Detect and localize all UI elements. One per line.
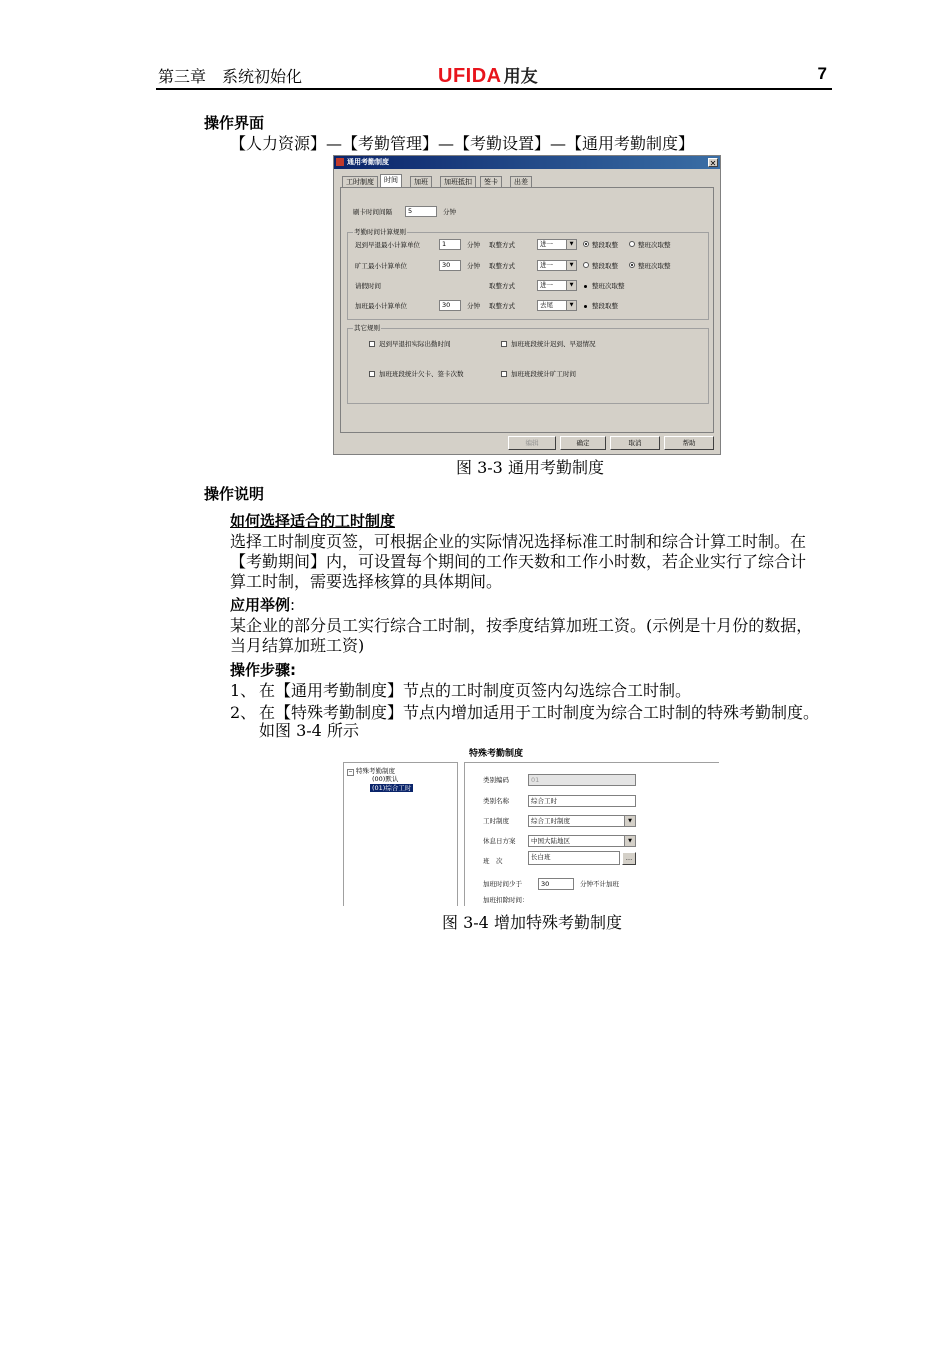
late-opt2-radio[interactable] (629, 241, 635, 247)
ufida-logo (438, 62, 538, 88)
leave-round-value: 进一 (540, 281, 553, 289)
step1-text: 在【通用考勤制度】节点的工时制度页签内勾选综合工时制。 (259, 681, 692, 700)
other-rules-title: 其它规则 (354, 324, 380, 332)
chevron-down-icon: ▼ (566, 281, 576, 290)
dialog-titlebar (334, 156, 720, 169)
para1-line2: 【考勤期间】内，可设置每个期间的工作天数和工作小时数，若企业实行了综合计 (230, 552, 807, 571)
absent-opt2-radio[interactable] (629, 262, 635, 268)
ot-round-select[interactable] (537, 300, 577, 311)
ot-threshold-input[interactable]: 30 (538, 878, 574, 890)
tree-root-label: 特殊考勤制度 (356, 767, 395, 775)
check-late-deduct-label: 迟到早退扣实际出勤时间 (379, 340, 451, 348)
late-opt2-label: 整班次取整 (638, 241, 671, 249)
leave-opt1-bullet (584, 285, 587, 288)
help-button[interactable]: 帮助 (664, 436, 714, 450)
para1-line1: 选择工时制度页签，可根据企业的实际情况选择标准工时制和综合计算工时制。在 (230, 532, 807, 551)
tab-business-trip[interactable]: 出差 (510, 176, 532, 188)
absent-opt2-label: 整班次取整 (638, 262, 671, 270)
absent-round-value: 进一 (540, 261, 553, 269)
page-number: 7 (817, 64, 827, 83)
step1-number: 1、 (230, 681, 257, 700)
ot-deduct-label: 加班扣除时间： (483, 896, 529, 904)
leave-opt1-label: 整班次取整 (592, 282, 625, 290)
ok-button[interactable]: 确定 (560, 436, 606, 450)
example-line2: 当月结算加班工资) (230, 636, 365, 655)
tab-worktime[interactable]: 工时制度 (342, 176, 378, 188)
ot-unit-input[interactable]: 30 (439, 300, 461, 311)
calc-rules-title: 考勤时间计算规则 (354, 228, 406, 236)
shift-label: 班 次 (483, 857, 503, 865)
close-icon[interactable]: ✕ (709, 159, 717, 168)
figure-caption-3-4: 图 3-4 增加特殊考勤制度 (442, 913, 622, 932)
name-label: 类别名称 (483, 797, 509, 805)
check-ot-card-label: 加班班段统计欠卡、签卡次数 (379, 370, 464, 378)
ot-opt1-label: 整段取整 (592, 302, 618, 310)
rest-label: 休息日方案 (483, 837, 516, 845)
chevron-down-icon: ▼ (624, 836, 635, 846)
absent-unit-input[interactable]: 30 (439, 260, 461, 271)
leave-round-label: 取整方式 (489, 282, 515, 290)
card-interval-unit: 分钟 (443, 208, 456, 216)
logo-cn: 用友 (503, 67, 538, 87)
absent-unit-unit: 分钟 (467, 262, 480, 270)
chevron-down-icon: ▼ (624, 816, 635, 826)
ot-round-value: 去尾 (540, 301, 553, 309)
name-input[interactable]: 综合工时 (528, 795, 636, 807)
category-tree (343, 762, 458, 906)
rest-value: 中国大陆地区 (531, 837, 570, 845)
ot-round-label: 取整方式 (489, 302, 515, 310)
logo-text: UFIDA (438, 65, 502, 87)
menu-path: 【人力资源】—【考勤管理】—【考勤设置】—【通用考勤制度】 (230, 134, 695, 153)
ot-unit-unit: 分钟 (467, 302, 480, 310)
example-line1: 某企业的部分员工实行综合工时制，按季度结算加班工资。(示例是十月份的数据， (230, 616, 813, 635)
chevron-down-icon: ▼ (566, 301, 576, 310)
tree-item-default[interactable]: (00)默认 (372, 775, 399, 783)
tab-sign-card[interactable]: 签卡 (480, 176, 502, 188)
absent-unit-label: 旷工最小计算单位 (355, 262, 407, 270)
heading-operation-ui: 操作界面 (204, 114, 265, 132)
dialog-title: 通用考勤制度 (347, 158, 389, 166)
tab-panel (340, 187, 714, 433)
rest-select[interactable] (528, 835, 636, 847)
steps-heading-text: 操作步骤 (230, 661, 291, 679)
check-late-deduct[interactable] (369, 341, 375, 347)
late-round-value: 进一 (540, 240, 553, 248)
chevron-down-icon: ▼ (566, 240, 576, 249)
leave-round-select[interactable] (537, 280, 577, 291)
cancel-button[interactable]: 取消 (610, 436, 660, 450)
absent-round-select[interactable] (537, 260, 577, 271)
card-interval-input[interactable]: 5 (405, 206, 437, 217)
steps-heading (230, 659, 296, 680)
shift-input[interactable]: 长白班 (528, 851, 620, 865)
check-ot-card[interactable] (369, 371, 375, 377)
late-round-select[interactable] (537, 239, 577, 250)
tab-overtime-deduct[interactable]: 加班抵扣 (440, 176, 476, 188)
code-input[interactable]: 01 (528, 774, 636, 786)
shift-browse-button[interactable]: … (622, 852, 636, 865)
special-attendance-screenshot (343, 740, 719, 906)
late-opt1-label: 整段取整 (592, 241, 618, 249)
tab-overtime[interactable]: 加班 (410, 176, 432, 188)
special-dialog-title: 特殊考勤制度 (469, 749, 524, 759)
worktime-label: 工时制度 (483, 817, 509, 825)
step2-line1: 在【特殊考勤制度】节点内增加适用于工时制度为综合工时制的特殊考勤制度。 (259, 703, 820, 722)
step2-line2: 如图 3-4 所示 (259, 721, 359, 740)
steps-colon: : (290, 661, 297, 679)
card-interval-label: 刷卡时间间隔 (353, 208, 392, 216)
absent-opt1-label: 整段取整 (592, 262, 618, 270)
chapter-title: 第三章 系统初始化 (158, 67, 303, 86)
tab-time[interactable]: 时间 (380, 174, 402, 188)
step2-number: 2、 (230, 703, 257, 722)
header-rule (156, 88, 832, 90)
general-attendance-dialog (333, 155, 721, 455)
leave-time-label: 请假时间 (355, 282, 381, 290)
figure-caption-3-3: 图 3-3 通用考勤制度 (456, 458, 604, 477)
chevron-down-icon: ▼ (566, 261, 576, 270)
ot-opt1-bullet (584, 305, 587, 308)
late-unit-label: 迟到早退最小计算单位 (355, 241, 420, 249)
collapse-icon[interactable]: − (348, 769, 353, 775)
late-unit-unit: 分钟 (467, 241, 480, 249)
late-round-label: 取整方式 (489, 241, 515, 249)
ot-threshold-label: 加班时间少于 (483, 880, 522, 888)
check-ot-late-label: 加班班段统计迟到、早退情况 (511, 340, 596, 348)
late-unit-input[interactable]: 1 (439, 239, 461, 250)
edit-button[interactable]: 编辑 (508, 436, 556, 450)
absent-round-label: 取整方式 (489, 262, 515, 270)
example-heading-text: 应用举例 (230, 596, 291, 614)
category-form (464, 762, 719, 906)
late-opt1-radio[interactable] (583, 241, 589, 247)
subheading-worktime: 如何选择适合的工时制度 (230, 512, 396, 530)
app-icon (336, 158, 344, 166)
heading-operation-desc: 操作说明 (204, 485, 265, 503)
check-ot-absent-label: 加班班段统计旷工时间 (511, 370, 576, 378)
absent-opt1-radio[interactable] (583, 262, 589, 268)
ot-threshold-unit: 分钟不计加班 (580, 880, 619, 888)
code-label: 类别编码 (483, 776, 509, 784)
tree-item-comprehensive[interactable]: (01)综合工时 (372, 784, 412, 792)
check-ot-late[interactable] (501, 341, 507, 347)
ot-unit-label: 加班最小计算单位 (355, 302, 407, 310)
para1-line3: 算工时制，需要选择核算的具体期间。 (230, 572, 503, 591)
example-colon: : (290, 596, 296, 614)
worktime-select[interactable] (528, 815, 636, 827)
example-heading (230, 594, 295, 615)
check-ot-absent[interactable] (501, 371, 507, 377)
worktime-value: 综合工时制度 (531, 817, 570, 825)
